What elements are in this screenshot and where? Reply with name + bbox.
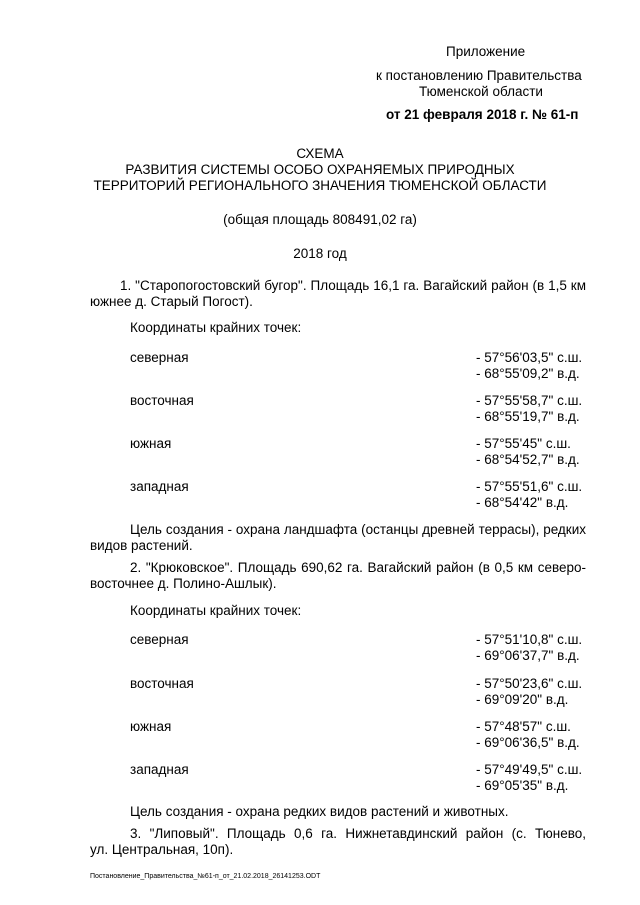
site-2-north-lon: - 69°06'37,7" в.д.	[476, 648, 580, 663]
site-1-north-label: северная	[130, 350, 189, 365]
site-1-west-label: западная	[130, 479, 189, 494]
document-footer: Постановление_Правительства_№61-п_от_21.02.2018_26141253.ODT	[90, 873, 321, 880]
site-2-east-lon: - 69°09'20" в.д.	[476, 692, 569, 707]
site-1-east-lon: - 68°55'19,7" в.д.	[476, 409, 580, 424]
total-area: (общая площадь 808491,02 га)	[223, 212, 417, 227]
site-2-coords-heading: Координаты крайних точек:	[130, 603, 302, 618]
site-3-title-line-1: 3. "Липовый". Площадь 0,6 га. Нижнетавдинский район (с. Тюнево,	[130, 826, 586, 841]
region-label: Тюменской области	[419, 84, 543, 99]
site-1-north-lat: - 57°56'03,5" с.ш.	[476, 350, 583, 365]
site-1-east-lat: - 57°55'58,7" с.ш.	[476, 393, 583, 408]
title-line-1: СХЕМА	[296, 146, 344, 161]
site-2-title-line-2: восточнее д. Полино-Ашлык).	[90, 576, 277, 591]
site-1-south-lon: - 68°54'52,7" в.д.	[476, 452, 580, 467]
site-2-east-lat: - 57°50'23,6" с.ш.	[476, 676, 583, 691]
site-1-west-lat: - 57°55'51,6" с.ш.	[476, 479, 583, 494]
site-2-south-lon: - 69°06'36,5" в.д.	[476, 735, 580, 750]
site-2-west-lat: - 57°49'49,5" с.ш.	[476, 762, 583, 777]
site-3-title-line-2: ул. Центральная, 10п).	[90, 842, 234, 857]
resolution-date-number: от 21 февраля 2018 г. № 61-п	[386, 107, 579, 122]
site-2-title-line-1: 2. "Крюковское". Площадь 690,62 га. Вагайский район (в 0,5 км северо-	[130, 560, 586, 575]
resolution-label: к постановлению Правительства	[376, 68, 582, 83]
site-1-south-label: южная	[130, 436, 172, 451]
year: 2018 год	[293, 246, 347, 261]
site-2-west-label: западная	[130, 762, 189, 777]
site-2-goal-line-1: Цель создания - охрана редких видов растений и животных.	[130, 804, 509, 819]
site-1-goal-line-1: Цель создания - охрана ландшафта (останцы древней террасы), редких	[130, 522, 586, 537]
site-2-south-lat: - 57°48'57" с.ш.	[476, 719, 571, 734]
title-line-3: ТЕРРИТОРИЙ РЕГИОНАЛЬНОГО ЗНАЧЕНИЯ ТЮМЕНСКОЙ ОБЛАСТИ	[93, 178, 547, 193]
title-line-2: РАЗВИТИЯ СИСТЕМЫ ОСОБО ОХРАНЯЕМЫХ ПРИРОДНЫХ	[125, 162, 515, 177]
site-1-east-label: восточная	[130, 393, 194, 408]
appendix-label: Приложение	[446, 44, 526, 59]
site-2-north-lat: - 57°51'10,8" с.ш.	[476, 632, 583, 647]
site-1-title-line-1: 1. "Старопогостовский бугор". Площадь 16,1 га. Вагайский район (в 1,5 км	[120, 278, 586, 293]
site-1-west-lon: - 68°54'42" в.д.	[476, 495, 569, 510]
site-2-east-label: восточная	[130, 676, 194, 691]
site-2-south-label: южная	[130, 719, 172, 734]
site-1-goal-line-2: видов растений.	[90, 538, 193, 553]
site-1-coords-heading: Координаты крайних точек:	[130, 320, 302, 335]
site-1-north-lon: - 68°55'09,2" в.д.	[476, 366, 580, 381]
site-2-north-label: северная	[130, 632, 189, 647]
site-2-west-lon: - 69°05'35" в.д.	[476, 778, 569, 793]
site-1-south-lat: - 57°55'45" с.ш.	[476, 436, 571, 451]
site-1-title-line-2: южнее д. Старый Погост).	[90, 294, 253, 309]
